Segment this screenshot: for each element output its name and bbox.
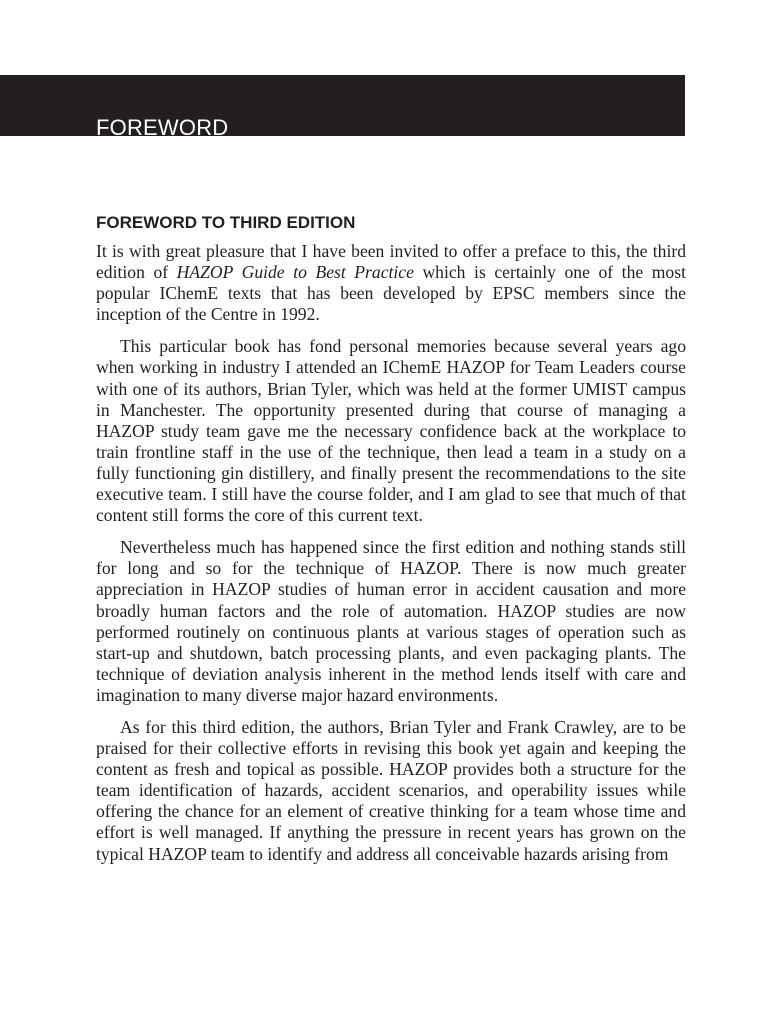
paragraph-3: Nevertheless much has happened since the first edition and nothing stands still for long and so for the technique of HAZOP. There is now much greater appreciation in HAZOP studies of human error in accident causation and more broadly human factors and the role of automation. HAZOP studies are now performed routinely on continuous plants at various stages of operation such as start-up and shutdown, batch processing plants, and even packaging plants. The technique of deviation analysis inherent in the method lends itself with care and imagination to many diverse major hazard environments. bbox=[96, 537, 686, 705]
section-heading: FOREWORD TO THIRD EDITION bbox=[96, 213, 356, 232]
book-title-italic: HAZOP Guide to Best Practice bbox=[176, 262, 414, 283]
paragraph-1-text-end: which is certainly one of the most popular IChemE texts that has been developed by EPSC members since the inception of the Centre in 1992. bbox=[96, 262, 686, 325]
chapter-banner bbox=[0, 75, 685, 136]
paragraph-1-text-start: It is with great pleasure that I have been invited to offer a preface to this, the third edition of bbox=[96, 241, 686, 283]
chapter-title: FOREWORD bbox=[96, 115, 229, 136]
paragraph-4: As for this third edition, the authors, Brian Tyler and Frank Crawley, are to be praised for their collective efforts in revising this book yet again and keeping the content as fresh and topical as possible. HAZOP provides both a structure for the team identification of hazards, accident scenarios, and operability issues while offering the chance for an element of creative thinking for a team whose time and effort is well managed. If anything the pressure in recent years has grown on the typical HAZOP team to identify and address all conceivable hazards arising from bbox=[96, 716, 686, 864]
paragraph-1 bbox=[96, 241, 686, 325]
page-content bbox=[96, 213, 686, 876]
paragraph-2: This particular book has fond personal memories because several years ago when working in industry I attended an IChemE HAZOP for Team Leaders course with one of its authors, Brian Tyler, which was held at the former UMIST campus in Manchester. The opportunity presented during that course of managing a HAZOP study team gave me the necessary confidence back at the workplace to train frontline staff in the use of the technique, then lead a team in a study on a fully functioning gin distillery, and finally present the recommendations to the site executive team. I still have the course folder, and I am glad to see that much of that content still forms the core of this current text. bbox=[96, 336, 686, 526]
